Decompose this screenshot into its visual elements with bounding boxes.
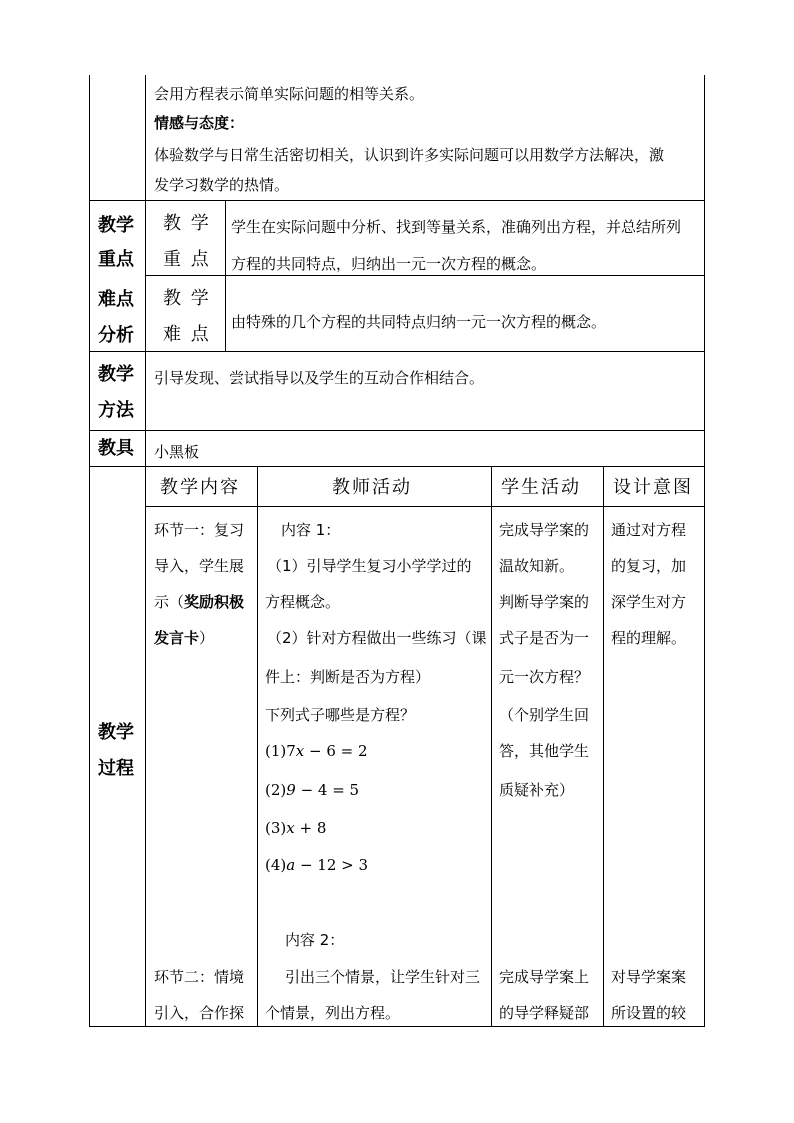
key-point-label: 教 学 bbox=[163, 213, 211, 234]
difficulty-text: 由特殊的几个方程的共同特点归纳一元一次方程的概念。 bbox=[231, 313, 607, 331]
method-text: 引导发现、尝试指导以及学生的互动合作相结合。 bbox=[154, 369, 485, 387]
content-text: 引入，合作探 bbox=[154, 1004, 245, 1022]
header-intent: 设计意图 bbox=[613, 477, 693, 498]
difficulty-label: 难 点 bbox=[163, 324, 211, 345]
column-divider-main bbox=[145, 75, 146, 1027]
focus-label: 教学 bbox=[98, 215, 134, 236]
content-text: 发言卡） bbox=[154, 629, 215, 647]
header-content: 教学内容 bbox=[160, 477, 240, 498]
content-text: 环节二：情境 bbox=[154, 968, 245, 986]
tools-text: 小黑板 bbox=[154, 443, 200, 461]
column-divider-process bbox=[257, 466, 258, 1027]
student-text: 元一次方程？ bbox=[499, 668, 590, 686]
process-label: 过程 bbox=[98, 758, 134, 779]
column-divider-process bbox=[603, 466, 604, 1027]
intent-text: 深学生对方 bbox=[611, 593, 687, 611]
focus-label: 难点 bbox=[98, 289, 134, 310]
header-teacher: 教师活动 bbox=[332, 477, 412, 498]
student-text: 完成导学案上 bbox=[499, 968, 590, 986]
student-text: 判断导学案的 bbox=[499, 593, 590, 611]
objective-line: 会用方程表示简单实际问题的相等关系。 bbox=[154, 85, 425, 103]
header-student: 学生活动 bbox=[501, 477, 581, 498]
lesson-plan-table bbox=[89, 75, 705, 1027]
content-text: 示（奖励积极 bbox=[154, 593, 245, 611]
student-text: 完成导学案的 bbox=[499, 521, 590, 539]
process-label: 教学 bbox=[98, 722, 134, 743]
teacher-text: 引出三个情景，让学生针对三 bbox=[285, 968, 481, 986]
table-border-left bbox=[89, 75, 90, 1027]
teacher-text: 件上：判断是否为方程） bbox=[265, 668, 431, 686]
intent-text: 所设置的较 bbox=[611, 1004, 687, 1022]
teacher-text: （1）引导学生复习小学学过的 bbox=[267, 557, 472, 575]
intent-text: 程的理解。 bbox=[611, 629, 687, 647]
difficulty-label: 教 学 bbox=[163, 288, 211, 309]
student-text: （个别学生回 bbox=[499, 706, 590, 724]
equation: (4)a − 12 > 3 bbox=[265, 856, 369, 874]
objective-heading: 情感与态度： bbox=[154, 114, 245, 132]
row-divider bbox=[89, 466, 705, 467]
objective-line: 发学习数学的热情。 bbox=[154, 176, 290, 194]
student-text: 的导学释疑部 bbox=[499, 1004, 590, 1022]
equation: (1)7x − 6 = 2 bbox=[265, 742, 368, 760]
row-divider bbox=[89, 200, 705, 201]
equation: (2)9 − 4 = 5 bbox=[265, 781, 360, 799]
row-divider bbox=[145, 506, 705, 507]
student-text: 答，其他学生 bbox=[499, 742, 590, 760]
teacher-text: 下列式子哪些是方程？ bbox=[265, 706, 416, 724]
column-divider-focus bbox=[225, 200, 226, 351]
row-divider bbox=[89, 430, 705, 431]
intent-text: 的复习，加 bbox=[611, 557, 687, 575]
row-divider bbox=[89, 351, 705, 352]
equation: (3)x + 8 bbox=[265, 819, 327, 837]
teacher-text: 内容 1： bbox=[281, 521, 341, 539]
focus-label: 重点 bbox=[98, 249, 134, 270]
student-text: 质疑补充） bbox=[499, 781, 575, 799]
objective-line: 体验数学与日常生活密切相关，认识到许多实际问题可以用数学方法解决，激 bbox=[154, 146, 665, 164]
method-label: 方法 bbox=[98, 400, 134, 421]
teacher-text: 个情景，列出方程。 bbox=[265, 1004, 401, 1022]
key-point-text: 学生在实际问题中分析、找到等量关系，准确列出方程，并总结所列 bbox=[231, 218, 682, 236]
column-divider-process bbox=[491, 466, 492, 1027]
intent-text: 对导学案案 bbox=[611, 968, 687, 986]
key-point-label: 重 点 bbox=[163, 249, 211, 270]
content-text: 导入，学生展 bbox=[154, 557, 245, 575]
teacher-text: （2）针对方程做出一些练习（课 bbox=[267, 629, 487, 647]
student-text: 温故知新。 bbox=[499, 557, 575, 575]
student-text: 式子是否为一 bbox=[499, 629, 590, 647]
teacher-text: 内容 2： bbox=[285, 931, 345, 949]
table-border-bottom bbox=[89, 1026, 705, 1027]
tools-label: 教具 bbox=[98, 438, 134, 459]
focus-label: 分析 bbox=[98, 325, 134, 346]
key-point-text: 方程的共同特点，归纳出一元一次方程的概念。 bbox=[231, 255, 547, 273]
row-divider bbox=[145, 275, 705, 276]
teacher-text: 方程概念。 bbox=[265, 593, 341, 611]
intent-text: 通过对方程 bbox=[611, 521, 687, 539]
method-label: 教学 bbox=[98, 364, 134, 385]
table-border-right bbox=[704, 75, 705, 1027]
content-text: 环节一：复习 bbox=[154, 521, 245, 539]
